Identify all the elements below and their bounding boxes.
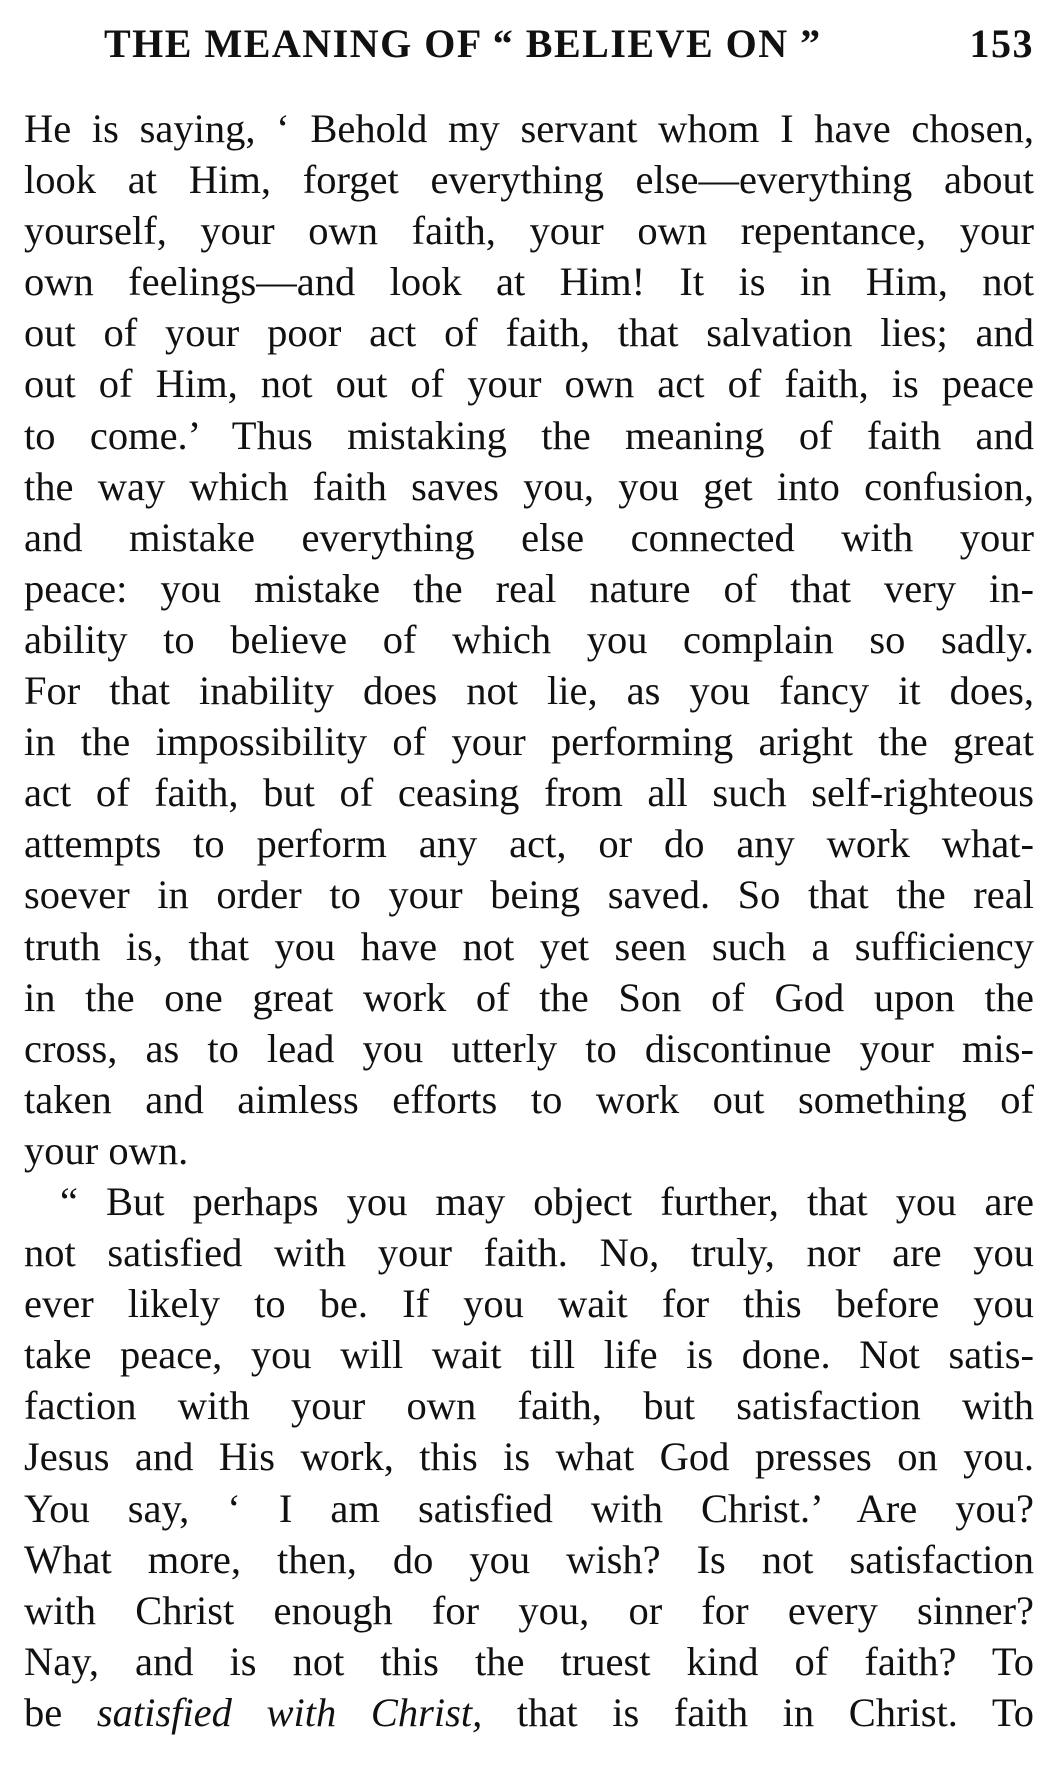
text-line: ever likely to be. If you wait for this before you [24,1281,1034,1327]
text-line: You say, ‘ I am satisfied with Christ.’ Are you? [24,1485,1034,1531]
text-line: peace: you mistake the real nature of that very in- [24,565,1034,611]
text-line: He is saying, ‘ Behold my servant whom I have chosen, [24,106,1034,151]
text-line: in the impossibility of your performing aright the great [24,719,1034,765]
text-line: to come.’ Thus mistaking the meaning of faith and [24,412,1034,458]
text-fragment: that is faith in Christ. To [482,1689,1034,1735]
text-line: your own. [24,1127,189,1173]
text-fragment: be [24,1689,97,1735]
text-line-last [24,1687,1034,1738]
text-line: attempts to perform any act, or do any work what- [24,821,1034,867]
text-line: “ But perhaps you may object further, that you are [60,1178,1034,1224]
text-line: look at Him, forget everything else—everything about [24,157,1034,203]
page-number: 153 [969,21,1034,66]
text-line: not satisfied with your faith. No, truly, nor are you [24,1230,1034,1276]
text-line: and mistake everything else connected with your [24,514,1034,560]
text-line: Nay, and is not this the truest kind of faith? To [24,1638,1034,1684]
running-header [84,20,1034,70]
text-line: out of your poor act of faith, that salvation lies; and [24,310,1034,356]
text-line: with Christ enough for you, or for every sinner? [24,1587,1034,1633]
text-line: faction with your own faith, but satisfaction with [24,1383,1034,1429]
text-line: act of faith, but of ceasing from all such self-righteous [24,770,1034,816]
text-line: soever in order to your being saved. So that the real [24,872,1034,918]
text-line: own feelings—and look at Him! It is in Him, not [24,259,1034,305]
text-line: the way which faith saves you, you get into confusion, [24,463,1034,509]
text-line: in the one great work of the Son of God upon the [24,974,1034,1020]
text-line: yourself, your own faith, your own repentance, your [24,208,1034,254]
text-line: ability to believe of which you complain so sadly. [24,616,1034,662]
running-title: THE MEANING OF “ BELIEVE ON ” [104,21,822,66]
body-text [24,103,1034,1738]
italic-emphasis: satisfied with Christ, [96,1689,483,1735]
text-line: Jesus and His work, this is what God presses on you. [24,1434,1034,1480]
text-line: out of Him, not out of your own act of faith, is peace [24,361,1034,407]
text-line: truth is, that you have not yet seen such a sufficiency [24,923,1034,969]
text-line: taken and aimless efforts to work out something of [24,1076,1034,1122]
text-line: What more, then, do you wish? Is not satisfaction [24,1536,1034,1582]
text-line: take peace, you will wait till life is done. Not satis- [24,1332,1034,1378]
text-line: cross, as to lead you utterly to discontinue your mis- [24,1025,1034,1071]
text-line: For that inability does not lie, as you fancy it does, [24,668,1034,714]
